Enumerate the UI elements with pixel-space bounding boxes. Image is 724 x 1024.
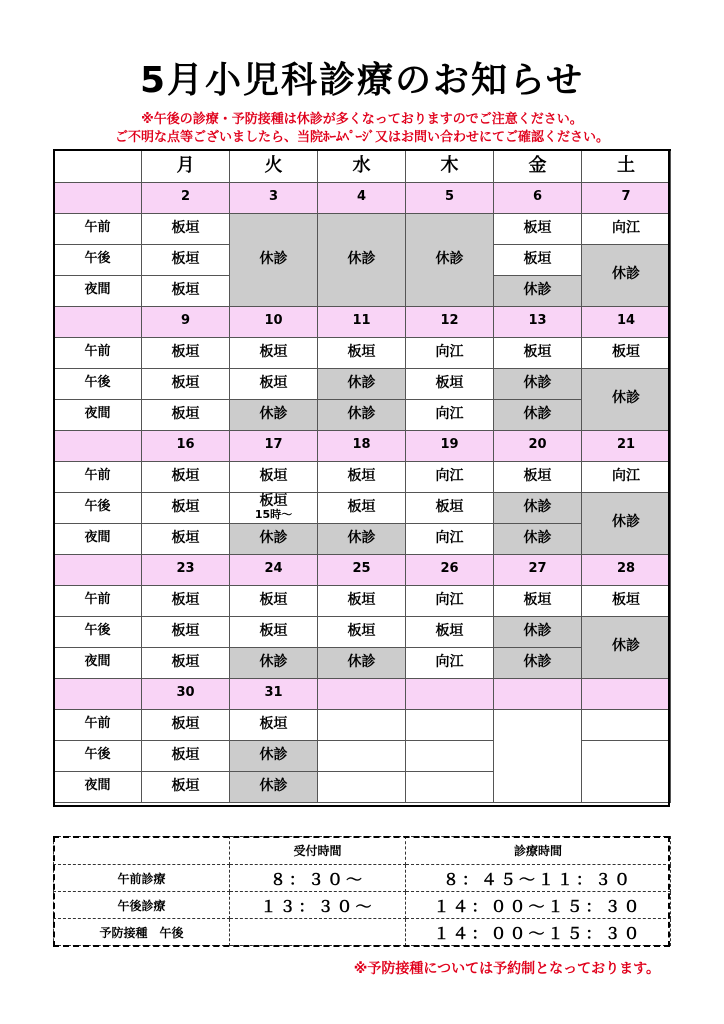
schedule-cell: 板垣 xyxy=(142,213,230,244)
schedule-cell: 板垣 xyxy=(582,337,671,368)
date-cell: 16 xyxy=(142,430,230,461)
period-label: 夜間 xyxy=(54,647,142,678)
schedule-cell: 板垣 xyxy=(142,523,230,554)
period-label: 午前 xyxy=(54,337,142,368)
date-row xyxy=(54,182,671,213)
closed-cell: 休診 xyxy=(318,647,406,678)
weekday-fri: 金 xyxy=(494,150,582,182)
schedule-cell: 板垣 xyxy=(142,647,230,678)
schedule-cell: 板垣 xyxy=(142,461,230,492)
date-row xyxy=(54,678,671,709)
date-cell: 17 xyxy=(230,430,318,461)
empty-cell xyxy=(406,771,494,802)
closed-cell: 休診 xyxy=(494,275,582,306)
schedule-cell: 向江 xyxy=(406,461,494,492)
schedule-row xyxy=(54,709,671,740)
date-label-cell xyxy=(54,554,142,585)
reception-time: ８：３０～ xyxy=(230,865,406,892)
closed-cell: 休診 xyxy=(494,399,582,430)
schedule-cell: 板垣 xyxy=(318,616,406,647)
period-label: 午前 xyxy=(54,585,142,616)
corner-cell xyxy=(54,150,142,182)
schedule-cell: 板垣 xyxy=(230,585,318,616)
period-label: 午前 xyxy=(54,709,142,740)
date-row xyxy=(54,554,671,585)
schedule-cell: 板垣 xyxy=(142,399,230,430)
clinic-header: 診療時間 xyxy=(406,837,671,865)
date-cell: 31 xyxy=(230,678,318,709)
closed-cell: 休診 xyxy=(494,647,582,678)
doctor-name: 板垣 xyxy=(259,492,288,509)
schedule-cell: 板垣 xyxy=(142,771,230,802)
period-label: 午前 xyxy=(54,461,142,492)
schedule-row xyxy=(54,368,671,399)
schedule-cell: 向江 xyxy=(406,523,494,554)
schedule-cell: 板垣 xyxy=(142,368,230,399)
empty-cell xyxy=(582,709,671,740)
closed-cell: 休診 xyxy=(230,647,318,678)
empty-cell xyxy=(582,740,671,802)
schedule-cell: 板垣 xyxy=(406,368,494,399)
schedule-cell: 板垣 xyxy=(230,337,318,368)
date-cell: 5 xyxy=(406,182,494,213)
weekday-header-row xyxy=(54,150,671,182)
date-cell: 20 xyxy=(494,430,582,461)
empty-cell xyxy=(406,740,494,771)
schedule-cell: 板垣 xyxy=(142,492,230,523)
date-cell: 10 xyxy=(230,306,318,337)
closed-cell: 休診 xyxy=(582,616,671,678)
schedule-row xyxy=(54,523,671,554)
date-cell: 28 xyxy=(582,554,671,585)
weekday-thu: 木 xyxy=(406,150,494,182)
period-label: 午後 xyxy=(54,740,142,771)
date-cell: 19 xyxy=(406,430,494,461)
period-label: 午後 xyxy=(54,368,142,399)
schedule-cell: 板垣 xyxy=(318,585,406,616)
date-label-cell xyxy=(54,306,142,337)
schedule-cell: 板垣 xyxy=(406,492,494,523)
schedule-cell: 板垣 xyxy=(142,616,230,647)
reception-time: １３：３０～ xyxy=(230,892,406,919)
schedule-cell: 板垣 xyxy=(494,213,582,244)
schedule-table xyxy=(53,149,671,803)
closed-cell: 休診 xyxy=(494,616,582,647)
date-label-cell xyxy=(54,430,142,461)
closed-cell: 休診 xyxy=(230,523,318,554)
schedule-cell: 板垣 xyxy=(142,585,230,616)
schedule-cell: 板垣 xyxy=(494,337,582,368)
date-label-cell xyxy=(54,182,142,213)
schedule-cell: 板垣 xyxy=(494,585,582,616)
schedule-cell-partial xyxy=(230,492,318,523)
closed-cell: 休診 xyxy=(230,213,318,306)
empty-cell xyxy=(406,709,494,740)
schedule-cell: 板垣 xyxy=(142,275,230,306)
period-label: 午前 xyxy=(54,213,142,244)
closed-cell: 休診 xyxy=(230,771,318,802)
schedule-cell: 板垣 xyxy=(318,337,406,368)
schedule-cell: 板垣 xyxy=(230,709,318,740)
schedule-cell: 向江 xyxy=(406,647,494,678)
schedule-cell: 向江 xyxy=(406,399,494,430)
schedule-cell: 板垣 xyxy=(230,461,318,492)
period-label: 夜間 xyxy=(54,523,142,554)
date-cell: 23 xyxy=(142,554,230,585)
closed-cell: 休診 xyxy=(406,213,494,306)
weekday-tue: 火 xyxy=(230,150,318,182)
date-cell xyxy=(494,678,582,709)
closed-cell: 休診 xyxy=(230,399,318,430)
schedule-row xyxy=(54,647,671,678)
start-time-note: 15時～ xyxy=(254,508,293,522)
schedule-row xyxy=(54,492,671,523)
period-label: 午後 xyxy=(54,616,142,647)
hours-label: 午前診療 xyxy=(54,865,230,892)
schedule-cell: 板垣 xyxy=(494,461,582,492)
date-row xyxy=(54,306,671,337)
period-label: 夜間 xyxy=(54,399,142,430)
footnote: ※予防接種については予約制となっております。 xyxy=(353,961,660,977)
date-cell: 12 xyxy=(406,306,494,337)
hours-row xyxy=(54,919,671,946)
closed-cell: 休診 xyxy=(494,368,582,399)
period-label: 午後 xyxy=(54,492,142,523)
closed-cell: 休診 xyxy=(582,368,671,430)
date-cell: 30 xyxy=(142,678,230,709)
closed-cell: 休診 xyxy=(318,368,406,399)
empty-cell xyxy=(318,709,406,740)
reception-header: 受付時間 xyxy=(230,837,406,865)
hours-label: 予防接種 午後 xyxy=(54,919,230,946)
schedule-cell: 向江 xyxy=(582,461,671,492)
schedule-cell: 向江 xyxy=(582,213,671,244)
schedule-cell: 板垣 xyxy=(406,616,494,647)
schedule-cell: 板垣 xyxy=(318,461,406,492)
notice-line-1: ※午後の診療・予防接種は休診が多くなっておりますのでご注意ください。 xyxy=(141,112,583,127)
schedule-cell: 板垣 xyxy=(582,585,671,616)
closed-cell: 休診 xyxy=(318,399,406,430)
date-cell: 7 xyxy=(582,182,671,213)
closed-cell: 休診 xyxy=(582,244,671,306)
date-cell: 27 xyxy=(494,554,582,585)
date-cell: 9 xyxy=(142,306,230,337)
closed-cell: 休診 xyxy=(494,523,582,554)
date-cell: 24 xyxy=(230,554,318,585)
weekday-mon: 月 xyxy=(142,150,230,182)
empty-cell xyxy=(318,771,406,802)
clinic-time: １４：００～１５：３０ xyxy=(406,892,671,919)
clinic-time: ８：４５～１１：３０ xyxy=(406,865,671,892)
date-cell xyxy=(582,678,671,709)
date-cell xyxy=(318,678,406,709)
schedule-cell: 板垣 xyxy=(142,244,230,275)
date-cell: 11 xyxy=(318,306,406,337)
schedule-cell: 板垣 xyxy=(142,740,230,771)
closed-cell: 休診 xyxy=(318,213,406,306)
closed-cell: 休診 xyxy=(318,523,406,554)
date-cell: 14 xyxy=(582,306,671,337)
reception-time xyxy=(230,919,406,946)
weekday-wed: 水 xyxy=(318,150,406,182)
period-label: 夜間 xyxy=(54,275,142,306)
date-cell: 25 xyxy=(318,554,406,585)
schedule-cell: 向江 xyxy=(406,585,494,616)
hours-label: 午後診療 xyxy=(54,892,230,919)
date-label-cell xyxy=(54,678,142,709)
closed-cell: 休診 xyxy=(494,492,582,523)
date-cell: 4 xyxy=(318,182,406,213)
closed-cell: 休診 xyxy=(582,492,671,554)
hours-table xyxy=(53,836,671,946)
date-cell: 6 xyxy=(494,182,582,213)
date-cell: 26 xyxy=(406,554,494,585)
weekday-sat: 土 xyxy=(582,150,671,182)
schedule-cell: 向江 xyxy=(406,337,494,368)
schedule-row xyxy=(54,585,671,616)
schedule-row xyxy=(54,461,671,492)
schedule-cell: 板垣 xyxy=(494,244,582,275)
empty-cell xyxy=(494,709,582,802)
schedule-cell: 板垣 xyxy=(142,709,230,740)
page-title: 5月小児科診療のお知らせ xyxy=(140,60,584,101)
schedule-cell: 板垣 xyxy=(230,616,318,647)
hours-row xyxy=(54,865,671,892)
closed-cell: 休診 xyxy=(230,740,318,771)
schedule-row xyxy=(54,616,671,647)
hours-header-row xyxy=(54,837,671,865)
schedule-cell: 板垣 xyxy=(318,492,406,523)
clinic-time: １４：００～１５：３０ xyxy=(406,919,671,946)
date-cell: 18 xyxy=(318,430,406,461)
schedule-cell: 板垣 xyxy=(142,337,230,368)
date-cell: 3 xyxy=(230,182,318,213)
period-label: 午後 xyxy=(54,244,142,275)
date-cell: 21 xyxy=(582,430,671,461)
date-cell: 13 xyxy=(494,306,582,337)
date-cell: 2 xyxy=(142,182,230,213)
notice-line-2: ご不明な点等ございましたら、当院ﾎｰﾑﾍﾟｰｼﾞ又はお問い合わせにてご確認ください。 xyxy=(114,130,609,145)
hours-row xyxy=(54,892,671,919)
schedule-row xyxy=(54,213,671,244)
schedule-cell: 板垣 xyxy=(230,368,318,399)
schedule-row xyxy=(54,399,671,430)
period-label: 夜間 xyxy=(54,771,142,802)
hours-corner-cell xyxy=(54,837,230,865)
empty-cell xyxy=(318,740,406,771)
date-row xyxy=(54,430,671,461)
schedule-row xyxy=(54,337,671,368)
date-cell xyxy=(406,678,494,709)
